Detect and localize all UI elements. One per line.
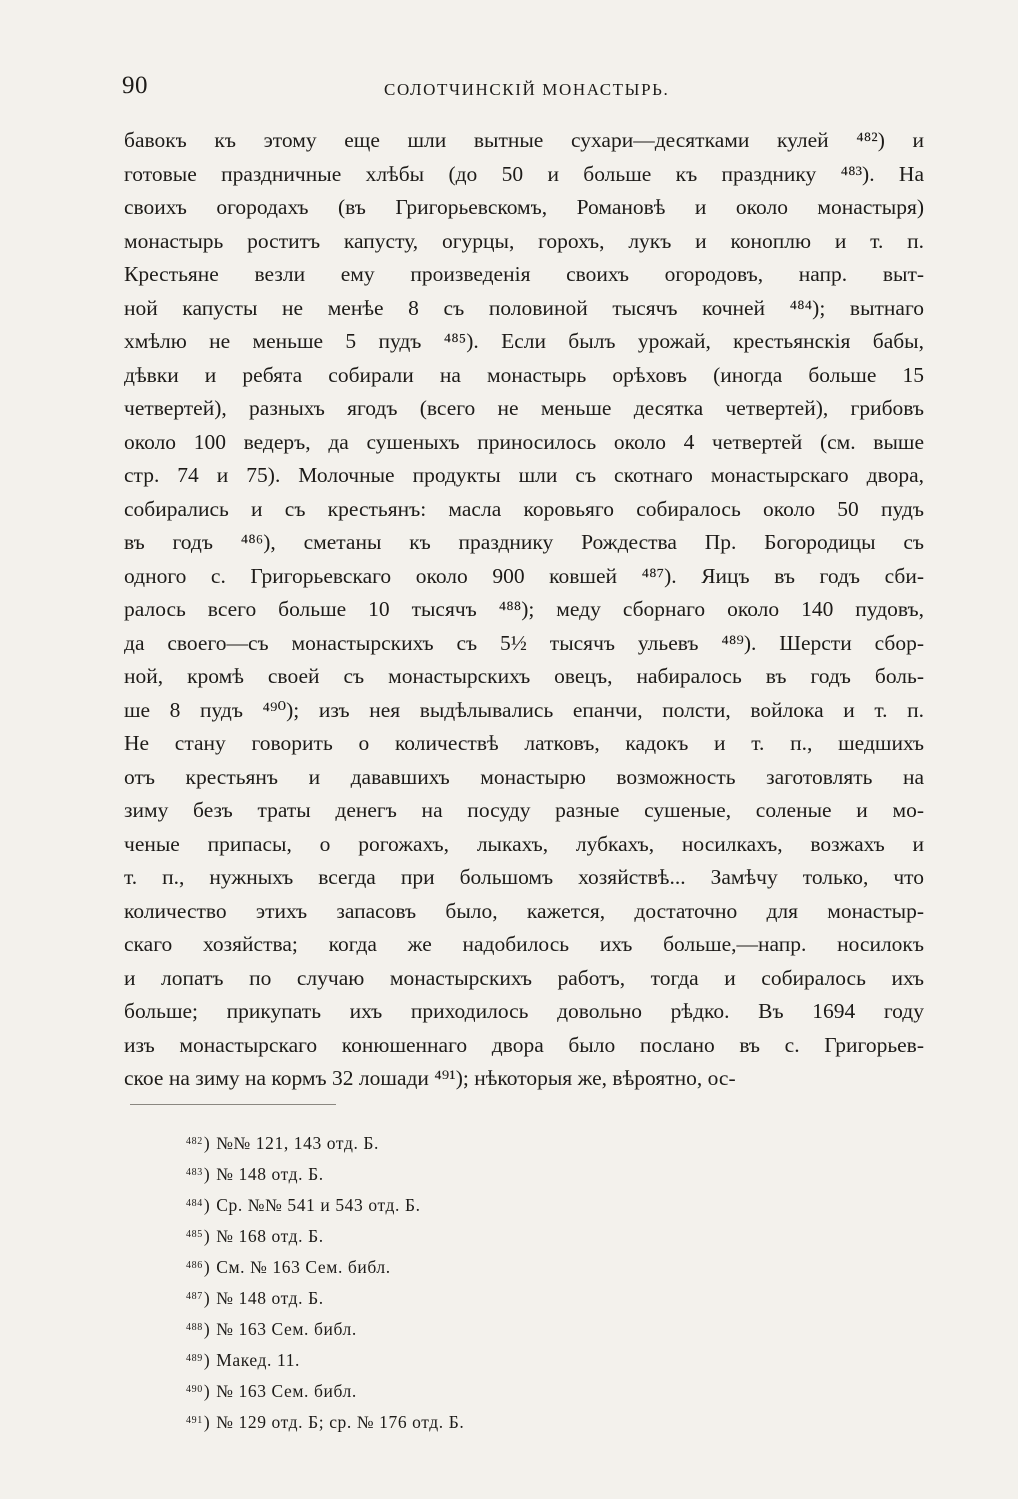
text-line: ралось всего больше 10 тысячъ ⁴⁸⁸); меду сборнаго около 140 пудовъ,: [124, 597, 924, 621]
footnote: [186, 1128, 746, 1159]
text-line: хмѣлю не меньше 5 пудъ ⁴⁸⁵). Если былъ урожай, крестьянскія бабы,: [124, 329, 924, 353]
footnote-text: См. № 163 Сем. библ.: [216, 1257, 391, 1277]
text-line: ше 8 пудъ ⁴⁹⁰); изъ нея выдѣлывались епанчи, полсти, войлока и т. п.: [124, 697, 924, 722]
footnote-number: 489: [186, 1353, 203, 1364]
text-line: больше; прикупать ихъ приходилось довольно рѣдко. Въ 1694 году: [124, 999, 924, 1023]
footnote-number: 483: [186, 1167, 203, 1178]
text-line: около 100 ведеръ, да сушеныхъ приносилось около 4 четвертей (см. выше: [124, 429, 924, 454]
text-line: четвертей), разныхъ ягодъ (всего не меньше десятка четвертей), грибовъ: [124, 396, 924, 420]
text-line: отъ крестьянъ и дававшихъ монастырю возможность заготовлять на: [124, 764, 924, 789]
footnote-paren: ): [203, 1412, 216, 1432]
footnote-number: 490: [186, 1384, 203, 1395]
text-line: собирались и съ крестьянъ: масла коровьяго собиралось около 50 пудъ: [124, 496, 924, 521]
text-line: т. п., нужныхъ всегда при большомъ хозяйствѣ... Замѣчу только, что: [124, 865, 924, 889]
text-line: Не стану говорить о количествѣ латковъ, кадокъ и т. п., шедшихъ: [124, 731, 924, 755]
footnote: [186, 1252, 746, 1283]
footnote-text: №№ 121, 143 отд. Б.: [216, 1133, 380, 1153]
text-line: ной, кромѣ своей съ монастырскихъ овецъ, набиралось въ годъ боль-: [124, 664, 924, 688]
footnote-text: № 163 Сем. библ.: [216, 1319, 357, 1339]
footnote: [186, 1407, 746, 1438]
text-line: ной капусты не менѣе 8 съ половиной тысячъ кочней ⁴⁸⁴); вытнаго: [124, 295, 924, 320]
text-line: скаго хозяйства; когда же надобилось ихъ больше,—напр. носилокъ: [124, 932, 924, 956]
text-line: Крестьяне везли ему произведенія своихъ огородовъ, напр. выт-: [124, 262, 924, 286]
header-title: СОЛОТЧИНСКІЙ МОНАСТЫРЬ.: [384, 80, 670, 99]
footnote-paren: ): [203, 1226, 216, 1246]
footnote-paren: ): [203, 1319, 216, 1339]
running-head: [122, 72, 922, 106]
text-line: одного с. Григорьевскаго около 900 ковшей ⁴⁸⁷). Яицъ въ годъ сби-: [124, 563, 924, 588]
footnote-paren: ): [203, 1257, 216, 1277]
text-line: изъ монастырскаго конюшеннаго двора было послано въ с. Григорьев-: [124, 1032, 924, 1057]
footnote: [186, 1190, 746, 1221]
footnote-paren: ): [203, 1133, 216, 1153]
text-line: дѣвки и ребята собирали на монастырь орѣховъ (иногда больше 15: [124, 362, 924, 387]
footnote: [186, 1345, 746, 1376]
footnote: [186, 1314, 746, 1345]
footnote-number: 486: [186, 1260, 203, 1271]
footnote: [186, 1159, 746, 1190]
footnote-text: № 148 отд. Б.: [216, 1164, 324, 1184]
text-line: количество этихъ запасовъ было, кажется, достаточно для монастыр-: [124, 898, 924, 923]
footnote: [186, 1221, 746, 1252]
footnote: [186, 1376, 746, 1407]
footnote-number: 482: [186, 1136, 203, 1147]
footnote-paren: ): [203, 1288, 216, 1308]
footnote-number: 485: [186, 1229, 203, 1240]
footnote-text: № 129 отд. Б; ср. № 176 отд. Б.: [216, 1412, 465, 1432]
footnote-text: Макед. 11.: [216, 1350, 301, 1370]
text-line: и лопатъ по случаю монастырскихъ работъ, тогда и собиралось ихъ: [124, 965, 924, 990]
text-line: стр. 74 и 75). Молочные продукты шли съ скотнаго монастырскаго двора,: [124, 463, 924, 487]
footnote-number: 484: [186, 1198, 203, 1209]
footnote-separator: [130, 1104, 336, 1105]
footnote-paren: ): [203, 1381, 216, 1401]
footnote-paren: ): [203, 1164, 216, 1184]
text-line: ское на зиму на кормъ 32 лошади ⁴⁹¹); нѣкоторыя же, вѣроятно, ос-: [124, 1066, 736, 1090]
footnote-text: № 168 отд. Б.: [216, 1226, 324, 1246]
footnote-text: № 148 отд. Б.: [216, 1288, 324, 1308]
footnote-number: 487: [186, 1291, 203, 1302]
text-line: своихъ огородахъ (въ Григорьевскомъ, Романовѣ и около монастыря): [124, 195, 924, 219]
text-line: въ годъ ⁴⁸⁶), сметаны къ празднику Рождества Пр. Богородицы съ: [124, 530, 924, 554]
body-text: [124, 124, 924, 1096]
footnote-text: Ср. №№ 541 и 543 отд. Б.: [216, 1195, 421, 1215]
text-line: монастырь роститъ капусту, огурцы, горохъ, лукъ и коноплю и т. п.: [124, 228, 924, 253]
text-line: ченые припасы, о рогожахъ, лыкахъ, лубкахъ, носилкахъ, возжахъ и: [124, 831, 924, 856]
text-line: готовые праздничные хлѣбы (до 50 и больше къ празднику ⁴⁸³). На: [124, 161, 924, 186]
footnotes: [186, 1128, 746, 1438]
footnote: [186, 1283, 746, 1314]
page-number: 90: [122, 72, 148, 99]
footnote-number: 491: [186, 1415, 203, 1426]
footnote-text: № 163 Сем. библ.: [216, 1381, 357, 1401]
text-line: да своего—съ монастырскихъ съ 5½ тысячъ ульевъ ⁴⁸⁹). Шерсти сбор-: [124, 630, 924, 655]
text-line: зиму безъ траты денегъ на посуду разные сушеные, соленые и мо-: [124, 798, 924, 822]
footnote-paren: ): [203, 1195, 216, 1215]
footnote-paren: ): [203, 1350, 216, 1370]
text-line: бавокъ къ этому еще шли вытные сухари—десятками кулей ⁴⁸²) и: [124, 128, 924, 152]
footnote-number: 488: [186, 1322, 203, 1333]
